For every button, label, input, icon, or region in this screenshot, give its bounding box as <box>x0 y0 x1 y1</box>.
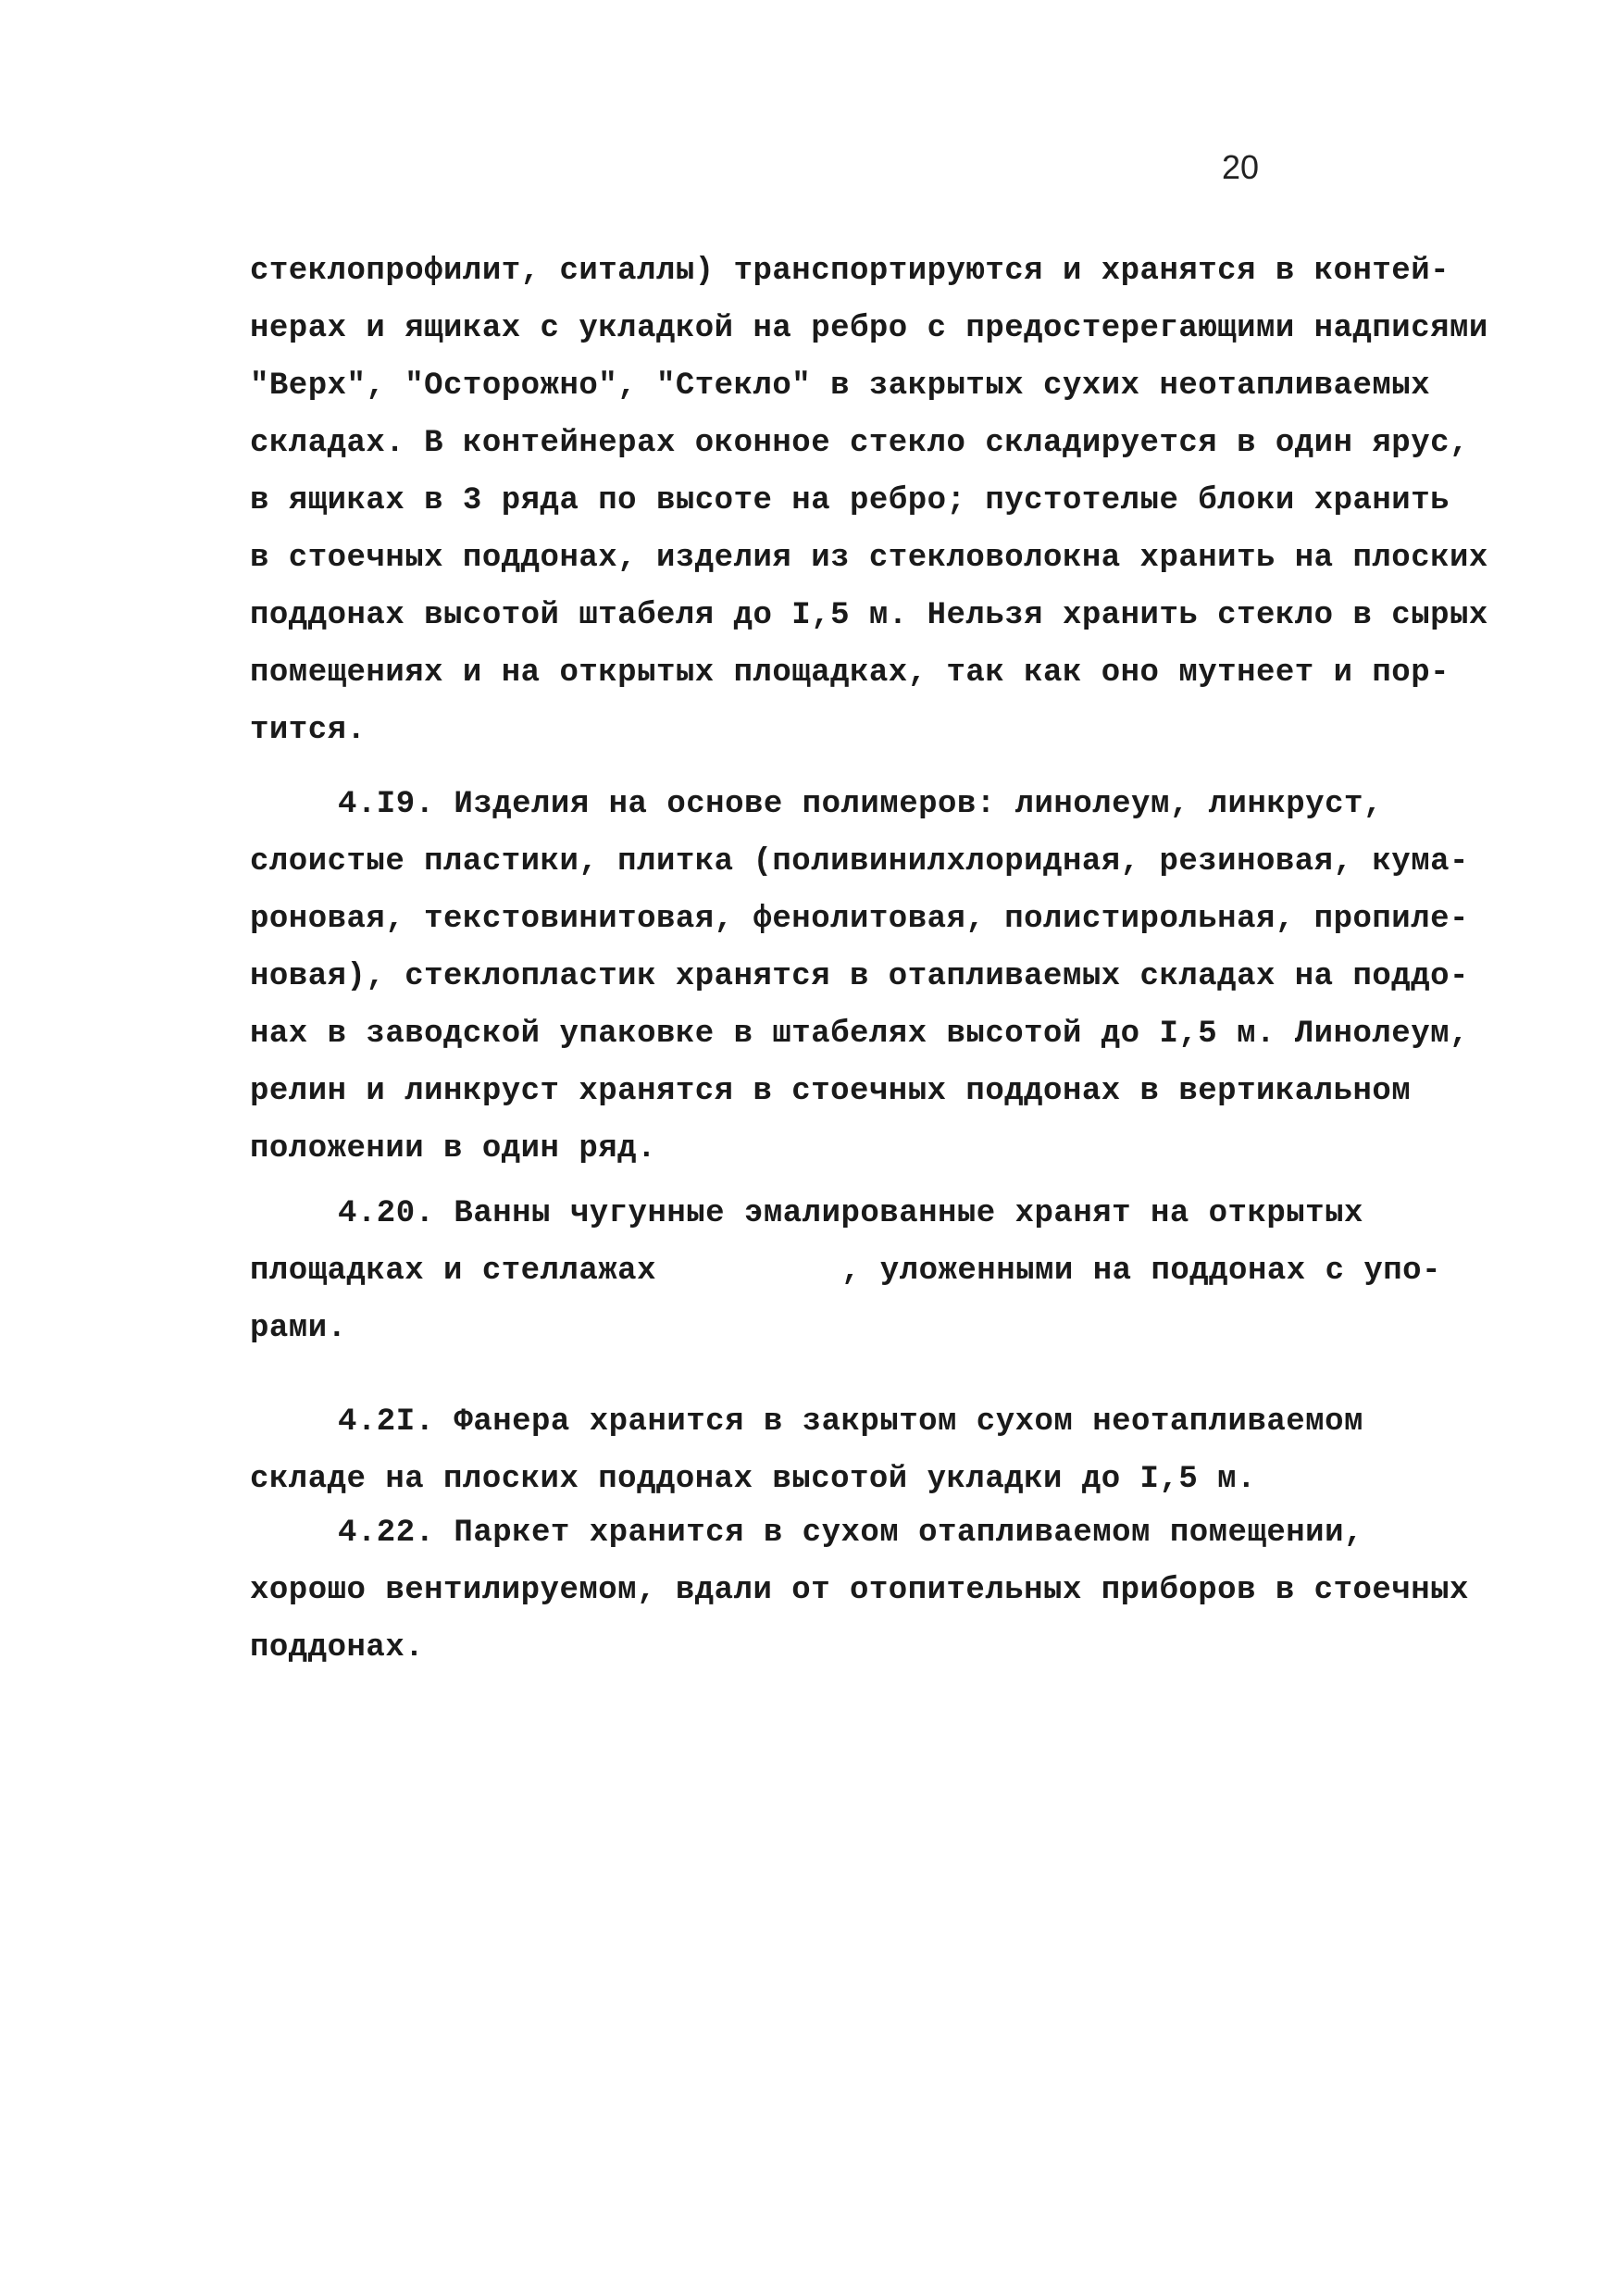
text-line: в ящиках в 3 ряда по высоте на ребро; пустотелые блоки хранить <box>250 483 1450 518</box>
text-line: релин и линкруст хранятся в стоечных поддонах в вертикальном <box>250 1074 1412 1109</box>
section-heading-line: 4.I9. Изделия на основе полимеров: линолеум, линкруст, <box>338 787 1383 822</box>
text-line: тится. <box>250 713 367 748</box>
text-line: поддонах. <box>250 1630 425 1666</box>
text-line: в стоечных поддонах, изделия из стекловолокна хранить на плоских <box>250 541 1488 576</box>
text-line: помещениях и на открытых площадках, так как оно мутнеет и пор- <box>250 655 1450 691</box>
text-line: нах в заводской упаковке в штабелях высотой до I,5 м. Линолеум, <box>250 1017 1469 1052</box>
intro-paragraph <box>250 243 1488 759</box>
section-heading-line: 4.22. Паркет хранится в сухом отапливаемом помещении, <box>338 1516 1363 1551</box>
text-line: рами. <box>250 1311 347 1346</box>
section-4-21 <box>250 1393 1407 1508</box>
text-line: хорошо вентилируемом, вдали от отопительных приборов в стоечных <box>250 1573 1469 1608</box>
text-line: складах. В контейнерах оконное стекло складируется в один ярус, <box>250 426 1469 461</box>
text-fragment: площадках и стеллажах <box>250 1254 656 1289</box>
text-fragment: , уложенными на поддонах с упо- <box>840 1254 1441 1289</box>
text-line: поддонах высотой штабеля до I,5 м. Нельзя хранить стекло в сырых <box>250 598 1488 633</box>
text-line: "Верх", "Осторожно", "Стекло" в закрытых сухих неотапливаемых <box>250 368 1431 404</box>
section-4-20 <box>250 1185 1441 1357</box>
text-line: слоистые пластики, плитка (поливинилхлоридная, резиновая, кума- <box>250 844 1469 880</box>
page-number: 20 <box>1222 148 1260 186</box>
text-line: роновая, текстовинитовая, фенолитовая, полистирольная, пропиле- <box>250 902 1469 937</box>
text-line: нерах и ящиках с укладкой на ребро с предостерегающими надписями <box>250 311 1488 346</box>
text-line: стеклопрофилит, ситаллы) транспортируются и хранятся в контей- <box>250 254 1450 289</box>
text-line: новая), стеклопластик хранятся в отапливаемых складах на поддо- <box>250 959 1469 994</box>
section-4-19 <box>250 776 1469 1178</box>
text-line: складе на плоских поддонах высотой укладки до I,5 м. <box>250 1462 1256 1497</box>
text-line: положении в один ряд. <box>250 1131 656 1167</box>
section-heading-line: 4.2I. Фанера хранится в закрытом сухом неотапливаемом <box>338 1404 1363 1440</box>
text-line <box>250 1242 1441 1300</box>
section-heading-line: 4.20. Ванны чугунные эмалированные хранят на открытых <box>338 1196 1363 1231</box>
section-4-22 <box>250 1504 1469 1677</box>
